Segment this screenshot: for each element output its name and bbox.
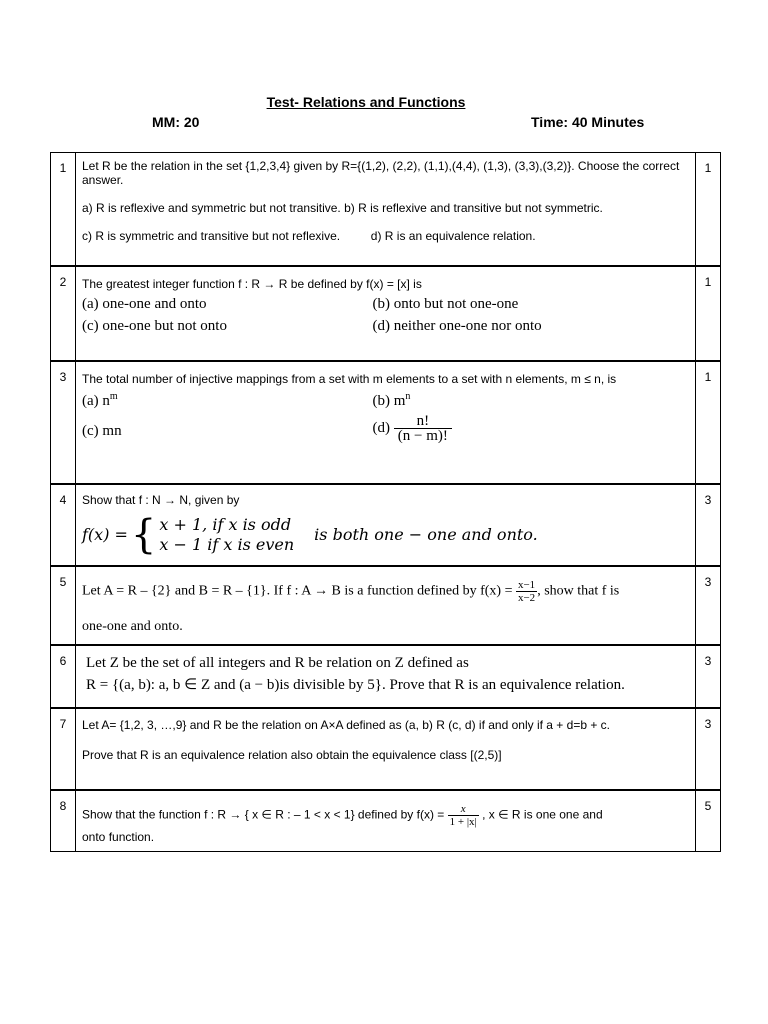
option-a: a) R is reflexive and symmetric but not transitive. <box>82 201 341 215</box>
option-d: (d) $\frac{n!}{(n - m)!}$ <box>373 414 620 443</box>
question-marks: 3 <box>696 566 721 645</box>
piecewise-function: f(x) = { x + 1, if x is odd x − 1 if x is even is both one − one and onto. <box>82 511 538 558</box>
question-text: Show that f : N → N, given by <box>82 492 240 507</box>
question-marks: 1 <box>696 153 721 266</box>
question-number: 2 <box>51 266 76 361</box>
question-text-2: R = {(a, b): a, b ∈ Z and (a − b)is divisible by 5}. Prove that R is an equivalence relation. <box>86 676 625 693</box>
question-row-6 <box>51 645 721 708</box>
question-text: Show that the function f : R → { x ∈ R : – 1 < x < 1} defined by f(x) = $\frac{x}{1 + |x|}$ , x ∈ R is one one and <box>82 802 603 828</box>
option-b: b) R is reflexive and transitive but not symmetric. <box>344 201 603 215</box>
question-text: The greatest integer function f : R → R be defined by f(x) = [x] is <box>82 276 422 291</box>
question-text: Let R be the relation in the set {1,2,3,4} given by R={(1,2), (2,2), (1,1),(4,4), (1,3), (3,3),(3,2)}. Choose the correct answer. <box>82 159 680 187</box>
question-number: 7 <box>51 708 76 790</box>
question-text: Let A = R – {2} and B = R – {1}. If f : A → B is a function defined by f(x) = $\frac{x-1}{x-2}$ , show that f is <box>82 578 620 604</box>
question-number: 6 <box>51 645 76 708</box>
question-number: 3 <box>51 361 76 484</box>
question-marks: 5 <box>696 790 721 852</box>
question-marks: 1 <box>696 266 721 361</box>
option-b: (b) $m^n$ <box>372 390 411 409</box>
question-row-8: 8 Show that the function f : R → { x ∈ R : – 1 < x < 1} defined by f(x) = $\frac{x}{1 + |x|}$ , x ∈ R is one one and onto function. 5 <box>51 790 721 852</box>
option-d: d) R is an equivalence relation. <box>370 229 536 243</box>
option-b: (b) onto but not one-one <box>372 295 519 312</box>
question-text-2: Prove that R is an equivalence relation also obtain the equivalence class [(2,5)] <box>82 747 502 762</box>
question-text: Let Z be the set of all integers and R be relation on Z defined as <box>86 654 469 671</box>
option-d: (d) neither one-one nor onto <box>372 317 542 334</box>
question-marks: 3 <box>696 484 721 566</box>
option-c: c) R is symmetric and transitive but not reflexive. <box>82 229 341 243</box>
question-row-4 <box>51 484 721 566</box>
question-row-1 <box>51 153 721 266</box>
question-row-2 <box>51 266 721 361</box>
max-marks: MM: 20 <box>152 114 200 130</box>
question-row-3 <box>51 361 721 484</box>
option-c: (c) mn <box>82 422 122 439</box>
question-row-5: 5 Let A = R – {2} and B = R – {1}. If f : A → B is a function defined by f(x) = $\frac{x-1}{x-2}$ , show that f is one-one and onto. 3 <box>51 566 721 645</box>
question-number: 4 <box>51 484 76 566</box>
option-a: (a) one-one and onto <box>82 295 207 312</box>
option-a: (a) $n^m$ <box>82 390 118 409</box>
question-marks: 1 <box>696 361 721 484</box>
test-title: Test- Relations and Functions <box>266 94 466 110</box>
question-number: 5 <box>51 566 76 645</box>
time-limit: Time: 40 Minutes <box>531 114 645 130</box>
question-text: Let A= {1,2, 3, …,9} and R be the relation on A×A defined as (a, b) R (c, d) if and only if a + d=b + c. <box>82 717 611 732</box>
questions-table <box>50 152 721 852</box>
question-marks: 3 <box>696 708 721 790</box>
question-text: The total number of injective mappings from a set with m elements to a set with n elements, m ≤ n, is <box>82 371 617 386</box>
question-row-7 <box>51 708 721 790</box>
question-number: 8 <box>51 790 76 852</box>
question-marks: 3 <box>696 645 721 708</box>
question-number: 1 <box>51 153 76 266</box>
option-c: (c) one-one but not onto <box>82 317 227 334</box>
